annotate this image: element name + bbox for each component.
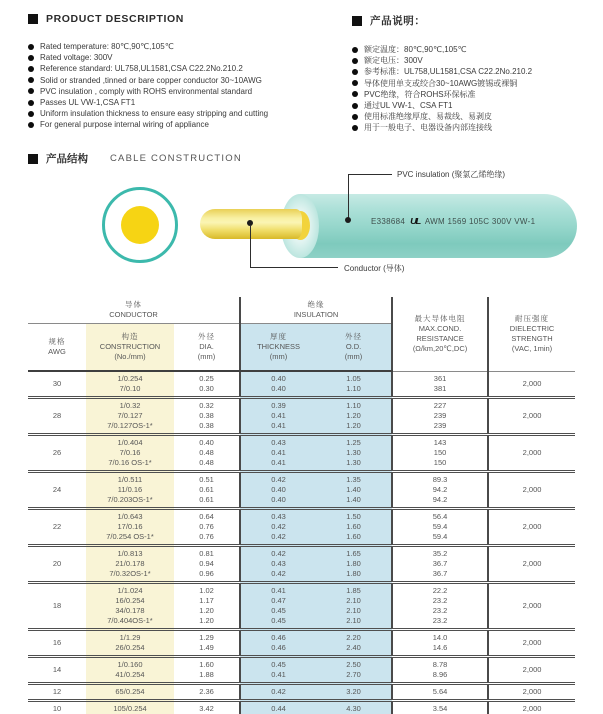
dielectric-cell: 2,000	[488, 371, 575, 398]
bullet-icon	[28, 122, 34, 128]
thickness-cell: 0.40 0.40	[240, 371, 316, 398]
awg-cell: 14	[28, 657, 86, 684]
od-cell: 1.65 1.80 1.80	[316, 546, 392, 583]
dielectric-cell: 2,000	[488, 546, 575, 583]
bullet-text: For general purpose internal wiring of appliance	[40, 120, 209, 130]
awg-cell: 24	[28, 472, 86, 509]
thickness-cell: 0.42 0.43 0.42	[240, 546, 316, 583]
resistance-cell: 143 150 150	[392, 435, 488, 472]
od-cell: 2.50 2.70	[316, 657, 392, 684]
callout-line	[348, 174, 349, 219]
spec-row-awg-10	[28, 701, 575, 714]
dielectric-cell: 2,000	[488, 583, 575, 630]
bullet-item	[352, 66, 603, 77]
spec-row-awg-18	[28, 583, 575, 630]
bullet-text: 用于一般电子、电器设备内部连接线	[364, 123, 492, 133]
construction-cell: 65/0.254	[86, 684, 174, 701]
product-description-section	[28, 13, 358, 131]
dia-cell: 1.02 1.17 1.20 1.20	[174, 583, 240, 630]
thickness-cell: 0.42 0.40 0.40	[240, 472, 316, 509]
dia-cell: 0.25 0.30	[174, 371, 240, 398]
spec-row-awg-14	[28, 657, 575, 684]
dielectric-cell: 2,000	[488, 630, 575, 657]
construction-cell: 1/0.511 11/0.16 7/0.203OS-1*	[86, 472, 174, 509]
od-cell: 1.85 2.10 2.10 2.10	[316, 583, 392, 630]
bullet-text: 使用标准绝缘厚度、易裁线、易剥皮	[364, 112, 492, 122]
bullet-text: Passes UL VW-1,CSA FT1	[40, 98, 136, 108]
resistance-header: 最大导体电阻 MAX.COND. RESISTANCE (Ω/km,20℃,DC)	[392, 297, 488, 371]
dielectric-cell: 2,000	[488, 657, 575, 684]
dia-cell: 0.51 0.61 0.61	[174, 472, 240, 509]
awg-cell: 26	[28, 435, 86, 472]
bullet-item	[352, 122, 603, 133]
bullet-item	[28, 97, 358, 108]
dia-cell: 0.81 0.94 0.96	[174, 546, 240, 583]
dielectric-cell: 2,000	[488, 435, 575, 472]
construction-cell: 1/0.160 41/0.254	[86, 657, 174, 684]
resistance-cell: 56.4 59.4 59.4	[392, 509, 488, 546]
bullet-icon	[28, 66, 34, 72]
bullet-text: 额定温度：80℃,90℃,105℃	[364, 45, 467, 54]
dia-cell: 0.40 0.48 0.48	[174, 435, 240, 472]
bullet-text: Solid or stranded ,tinned or bare copper conductor 30~10AWG	[40, 75, 262, 85]
awg-cell: 12	[28, 684, 86, 701]
bullet-icon	[352, 80, 358, 86]
section-square-icon	[352, 16, 362, 26]
construction-cell: 1/0.32 7/0.127 7/0.127OS-1*	[86, 398, 174, 435]
awg-cell: 20	[28, 546, 86, 583]
section-square-icon	[28, 14, 38, 24]
conductor-label: Conductor (导体)	[344, 264, 405, 273]
bullet-item	[28, 86, 358, 97]
od-cell: 1.25 1.30 1.30	[316, 435, 392, 472]
resistance-cell: 14.0 14.6	[392, 630, 488, 657]
bullet-text: Reference standard: UL758,UL1581,CSA C22.2No.210.2	[40, 64, 243, 74]
awg-cell: 22	[28, 509, 86, 546]
spec-table	[28, 297, 575, 714]
dia-cell: 2.36	[174, 684, 240, 701]
resistance-cell: 361 381	[392, 371, 488, 398]
product-description-cn-title	[352, 13, 603, 28]
thickness-cell: 0.41 0.47 0.45 0.45	[240, 583, 316, 630]
bullet-icon	[28, 55, 34, 61]
pvc-insulation-label: PVC insulation (聚氯乙烯绝缘)	[397, 170, 506, 179]
dia-cell: 0.64 0.76 0.76	[174, 509, 240, 546]
spec-row-awg-26	[28, 435, 575, 472]
bullet-item	[352, 89, 603, 100]
dia-cell: 1.29 1.49	[174, 630, 240, 657]
dielectric-cell: 2,000	[488, 701, 575, 714]
callout-dot	[345, 217, 351, 223]
thickness-cell: 0.42	[240, 684, 316, 701]
bullet-icon	[352, 69, 358, 75]
bullet-icon	[352, 91, 358, 97]
dielectric-header: 耐压强度 DIELECTRIC STRENGTH (VAC, 1min)	[488, 297, 575, 371]
thickness-cell: 0.39 0.41 0.41	[240, 398, 316, 435]
dielectric-cell: 2,000	[488, 509, 575, 546]
od-cell: 2.20 2.40	[316, 630, 392, 657]
od-cell: 1.50 1.60 1.60	[316, 509, 392, 546]
od-cell: 1.05 1.10	[316, 371, 392, 398]
bullet-item	[352, 44, 603, 55]
bullet-icon	[352, 103, 358, 109]
spec-row-awg-12	[28, 684, 575, 701]
awg-cell: 16	[28, 630, 86, 657]
bullet-icon	[28, 111, 34, 117]
bullet-text: PVC insulation , comply with ROHS environmental standard	[40, 86, 253, 96]
bullet-item	[352, 100, 603, 111]
construction-cell: 1/0.643 17/0.16 7/0.254 OS-1*	[86, 509, 174, 546]
awg-cell: 10	[28, 701, 86, 714]
cross-section-conductor-core	[121, 206, 159, 244]
bullet-icon	[352, 114, 358, 120]
construction-title-cn: 产品结构	[46, 153, 88, 165]
bullet-item	[28, 108, 358, 119]
dia-cell: 3.42	[174, 701, 240, 714]
bullet-item	[352, 55, 603, 66]
bullet-icon	[28, 88, 34, 94]
product-description-cn-list	[352, 44, 603, 134]
resistance-cell: 35.2 36.7 36.7	[392, 546, 488, 583]
thickness-cell: 0.44	[240, 701, 316, 714]
cable-diagram	[0, 163, 603, 296]
construction-header: 构造 CONSTRUCTION (No./mm)	[86, 324, 174, 372]
bullet-text: 额定电压：300V	[364, 56, 423, 66]
spec-row-awg-22	[28, 509, 575, 546]
bullet-icon	[28, 100, 34, 106]
dielectric-cell: 2,000	[488, 472, 575, 509]
marking-text: AWM 1569 105C 300V VW-1	[424, 217, 536, 226]
construction-cell: 1/0.404 7/0.16 7/0.16 OS-1*	[86, 435, 174, 472]
bullet-item	[28, 52, 358, 63]
marking-code: E338684	[371, 217, 406, 226]
product-description-title	[28, 13, 358, 25]
bullet-text: 通过UL VW-1、CSA FT1	[364, 101, 453, 111]
thickness-header: 厚度 THICKNESS (mm)	[240, 324, 316, 372]
resistance-cell: 227 239 239	[392, 398, 488, 435]
od-cell: 1.10 1.20 1.20	[316, 398, 392, 435]
spec-row-awg-20	[28, 546, 575, 583]
spec-row-awg-28	[28, 398, 575, 435]
spec-row-awg-24	[28, 472, 575, 509]
dia-cell: 0.32 0.38 0.38	[174, 398, 240, 435]
product-description-cn-section	[352, 13, 603, 134]
resistance-cell: 5.64	[392, 684, 488, 701]
callout-line	[250, 267, 338, 268]
awg-header: 规格 AWG	[28, 324, 86, 372]
bullet-icon	[28, 44, 34, 50]
section-square-icon	[28, 154, 38, 164]
bullet-item	[28, 75, 358, 86]
spec-table-body	[28, 371, 575, 714]
thickness-cell: 0.46 0.46	[240, 630, 316, 657]
construction-cell: 1/0.254 7/0.10	[86, 371, 174, 398]
bullet-text: 导体使用单支或绞合30~10AWG镀锡或裸铜	[364, 78, 518, 88]
bullet-item	[28, 63, 358, 74]
od-cell: 1.35 1.40 1.40	[316, 472, 392, 509]
awg-cell: 18	[28, 583, 86, 630]
bullet-text: Rated temperature: 80℃,90℃,105℃	[40, 42, 174, 51]
dia-cell: 1.60 1.88	[174, 657, 240, 684]
resistance-cell: 22.2 23.2 23.2 23.2	[392, 583, 488, 630]
bullet-item	[28, 41, 358, 52]
bullet-item	[28, 119, 358, 130]
resistance-cell: 3.54	[392, 701, 488, 714]
od-cell: 3.20	[316, 684, 392, 701]
construction-cell: 105/0.254	[86, 701, 174, 714]
conductor-group-header: 导体 CONDUCTOR	[28, 297, 240, 324]
bullet-item	[352, 111, 603, 122]
thickness-cell: 0.43 0.41 0.41	[240, 435, 316, 472]
section-title-text: PRODUCT DESCRIPTION	[46, 13, 184, 25]
thickness-cell: 0.45 0.41	[240, 657, 316, 684]
construction-cell: 1/1.29 26/0.254	[86, 630, 174, 657]
awg-cell: 28	[28, 398, 86, 435]
resistance-cell: 8.78 8.96	[392, 657, 488, 684]
awg-cell: 30	[28, 371, 86, 398]
construction-cell: 1/1.024 16/0.254 34/0.178 7/0.404OS-1*	[86, 583, 174, 630]
ul-logo-icon: UL	[410, 216, 420, 227]
thickness-cell: 0.43 0.42 0.42	[240, 509, 316, 546]
od-header: 外径 O.D. (mm)	[316, 324, 392, 372]
bullet-text: Rated voltage: 300V	[40, 53, 113, 63]
bullet-text: PVC绝缘，符合ROHS环保标准	[364, 89, 476, 99]
callout-line	[250, 225, 251, 268]
resistance-cell: 89.3 94.2 94.2	[392, 472, 488, 509]
od-cell: 4.30	[316, 701, 392, 714]
bullet-icon	[352, 47, 358, 53]
construction-cell: 1/0.813 21/0.178 7/0.32OS-1*	[86, 546, 174, 583]
dia-header: 外径 DIA. (mm)	[174, 324, 240, 372]
callout-line	[348, 174, 392, 175]
bullet-icon	[352, 125, 358, 131]
spec-row-awg-30	[28, 371, 575, 398]
bullet-item	[352, 78, 603, 89]
dielectric-cell: 2,000	[488, 398, 575, 435]
bullet-icon	[352, 58, 358, 64]
section-title-text: 产品说明：	[370, 15, 426, 27]
construction-title-en: CABLE CONSTRUCTION	[110, 153, 242, 164]
insulation-group-header: 绝缘 INSULATION	[240, 297, 392, 324]
bullet-icon	[28, 77, 34, 83]
product-description-list	[28, 41, 358, 131]
spec-table-header	[28, 297, 575, 371]
dielectric-cell: 2,000	[488, 684, 575, 701]
cable-marking	[371, 216, 576, 227]
spec-row-awg-16	[28, 630, 575, 657]
bullet-text: Uniform insulation thickness to ensure easy stripping and cutting	[40, 109, 269, 119]
bullet-text: 参考标准：UL758,UL1581,CSA C22.2No.210.2	[364, 67, 533, 77]
